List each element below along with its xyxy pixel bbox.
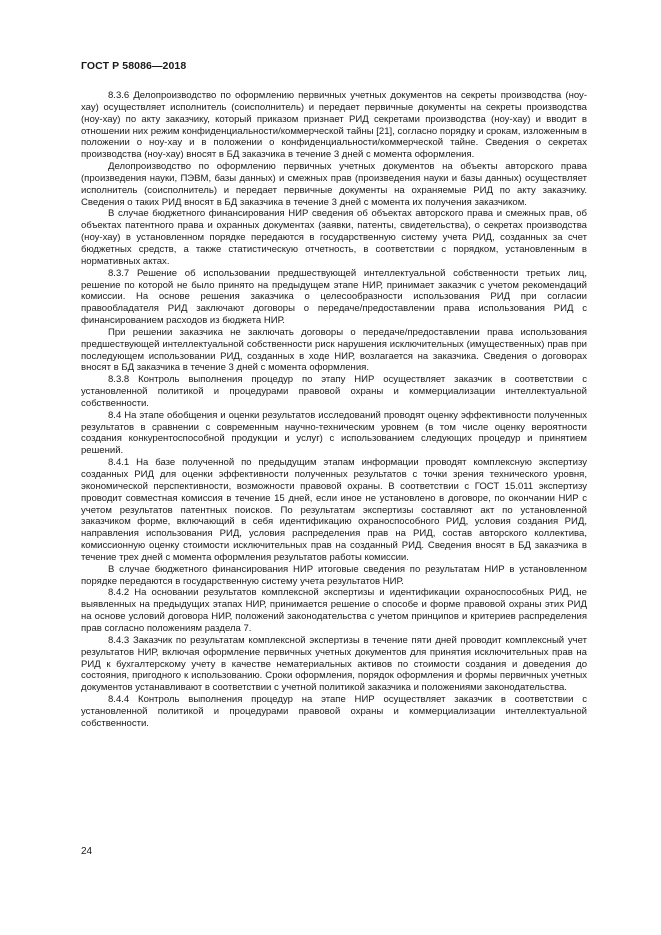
paragraph-8-4: 8.4 На этапе обобщения и оценки результатов исследований проводят оценку эффективности полученных результатов в сравнении с современным научно-техническим уровнем (в том числе оценку вероятности создания конкурентоспособной продукции и услуг) с использованием следующих процедур и принятием решений. bbox=[81, 409, 587, 457]
paragraph-8-4-3: 8.4.3 Заказчик по результатам комплексной экспертизы в течение пяти дней проводит комплексный учет результатов НИР, включая оформление первичных учетных документов для принятия исключительных прав на РИД к бухгалтерскому учету в качестве нематериальных активов по стоимости создания и доведения до состояния, пригодного к использованию. Сроки оформления, порядок оформления и формы первичных учетных документов устанавливают в соответствии с учетной политикой заказчика и положениями законодательства. bbox=[81, 634, 587, 694]
paragraph-customer-decision: При решении заказчика не заключать договоры о передаче/предоставлении права использования предшествующей интеллектуальной собственности риск нарушения исключительных (имущественных) прав при последующем использовании РИД, созданных в ходе НИР, возлагается на заказчика. Сведения о договорах вносят в БД заказчика в течение 3 дней с момента оформления. bbox=[81, 326, 587, 374]
paragraph-8-4-2: 8.4.2 На основании результатов комплексной экспертизы и идентификации охраноспособных РИД, не выявленных на предыдущих этапах НИР, принимается решение о способе и форме правовой охраны этих РИД на основе условий договора НИР, положений законодательства с учетом принципов и критериев распределения прав согласно положениям раздела 7. bbox=[81, 587, 587, 634]
paragraph-budget-results: В случае бюджетного финансирования НИР итоговые сведения по результатам НИР в установленном порядке передаются в государственную систему учета результатов НИР. bbox=[81, 563, 587, 587]
paragraph-8-3-7: 8.3.7 Решение об использовании предшествующей интеллектуальной собственности третьих лиц, решение по которой не было принято на предыдущем этапе НИР, принимает заказчик с учетом рекомендаций комиссии. На основе решения заказчика о целесообразности использования РИД при согласии правообладателя РИД заключают договоры о передаче/предоставлении права использования РИД с финансированием расходов из бюджета НИР. bbox=[81, 267, 587, 327]
page-number: 24 bbox=[81, 846, 93, 857]
document-body bbox=[81, 90, 587, 730]
paragraph-budget-financing: В случае бюджетного финансирования НИР сведения об объектах авторского права и смежных прав, об объектах патентного права и охранных документах (заявки, патенты, свидетельства), о секретах производства (ноу-хау) в установленном порядке передаются в государственную систему учета РИД, созданных за счет бюджетных средств, а также статистическую отчетность, в соответствии с порядком, установленным в нормативных актах. bbox=[81, 208, 587, 267]
document-header: ГОСТ Р 58086—2018 bbox=[81, 60, 187, 72]
paragraph-copyright-objects: Делопроизводство по оформлению первичных учетных документов на объекты авторского права (произведения науки, ПЭВМ, базы данных) и смежных прав (произведения науки и базы данных) осуществляет исполнитель (соисполнитель) и передает первичные документы на охраняемые РИД по акту заказчику. Сведения о таких РИД вносят в БД заказчика в течение 3 дней с момента их получения заказчиком. bbox=[81, 161, 587, 208]
paragraph-8-4-1: 8.4.1 На базе полученной по предыдущим этапам информации проводят комплексную экспертизу созданных РИД для оценки эффективности полученных результатов с точки зрения технического уровня, экономической перспективности, возможности правовой охраны. В соответствии с ГОСТ 15.011 экспертизу проводит совместная комиссия в течение 15 дней, если иное не установлено в договоре, по окончании НИР с учетом результатов патентных поисков. По результатам экспертизы составляют акт по установленной заказчиком форме, включающий в себя идентификацию охраноспособного РИД, условия создания РИД, направления использования РИД, условия распределения прав на РИД, состав авторского коллектива, комиссионную оценку стоимости исключительных прав на созданный РИД. Сведения вносят в БД заказчика в течение трех дней с момента оформления результатов работы комиссии. bbox=[81, 457, 587, 563]
paragraph-8-3-8: 8.3.8 Контроль выполнения процедур по этапу НИР осуществляет заказчик в соответствии с установленной политикой и процедурами правовой охраны и коммерциализации интеллектуальной собственности. bbox=[81, 374, 587, 409]
paragraph-8-4-4: 8.4.4 Контроль выполнения процедур на этапе НИР осуществляет заказчик в соответствии с установленной политикой и процедурами правовой охраны и коммерциализации интеллектуальной собственности. bbox=[81, 694, 587, 729]
paragraph-8-3-6: 8.3.6 Делопроизводство по оформлению первичных учетных документов на секреты производства (ноу-хау) осуществляет исполнитель (соисполнитель) и передает первичные документы на секреты производства (ноу-хау) по акту заказчику, который приказом признает РИД секретами производства (ноу-хау) и вводит в отношении них режим конфиденциальности/коммерческой тайны [21], согласно порядку и срокам, изложенным в положении о ноу-хау и в положении о конфиденциальности/коммерческой тайне. Сведения о секретах производства (ноу-хау) вносят в БД заказчика в течение 3 дней с момента оформления. bbox=[81, 90, 587, 161]
